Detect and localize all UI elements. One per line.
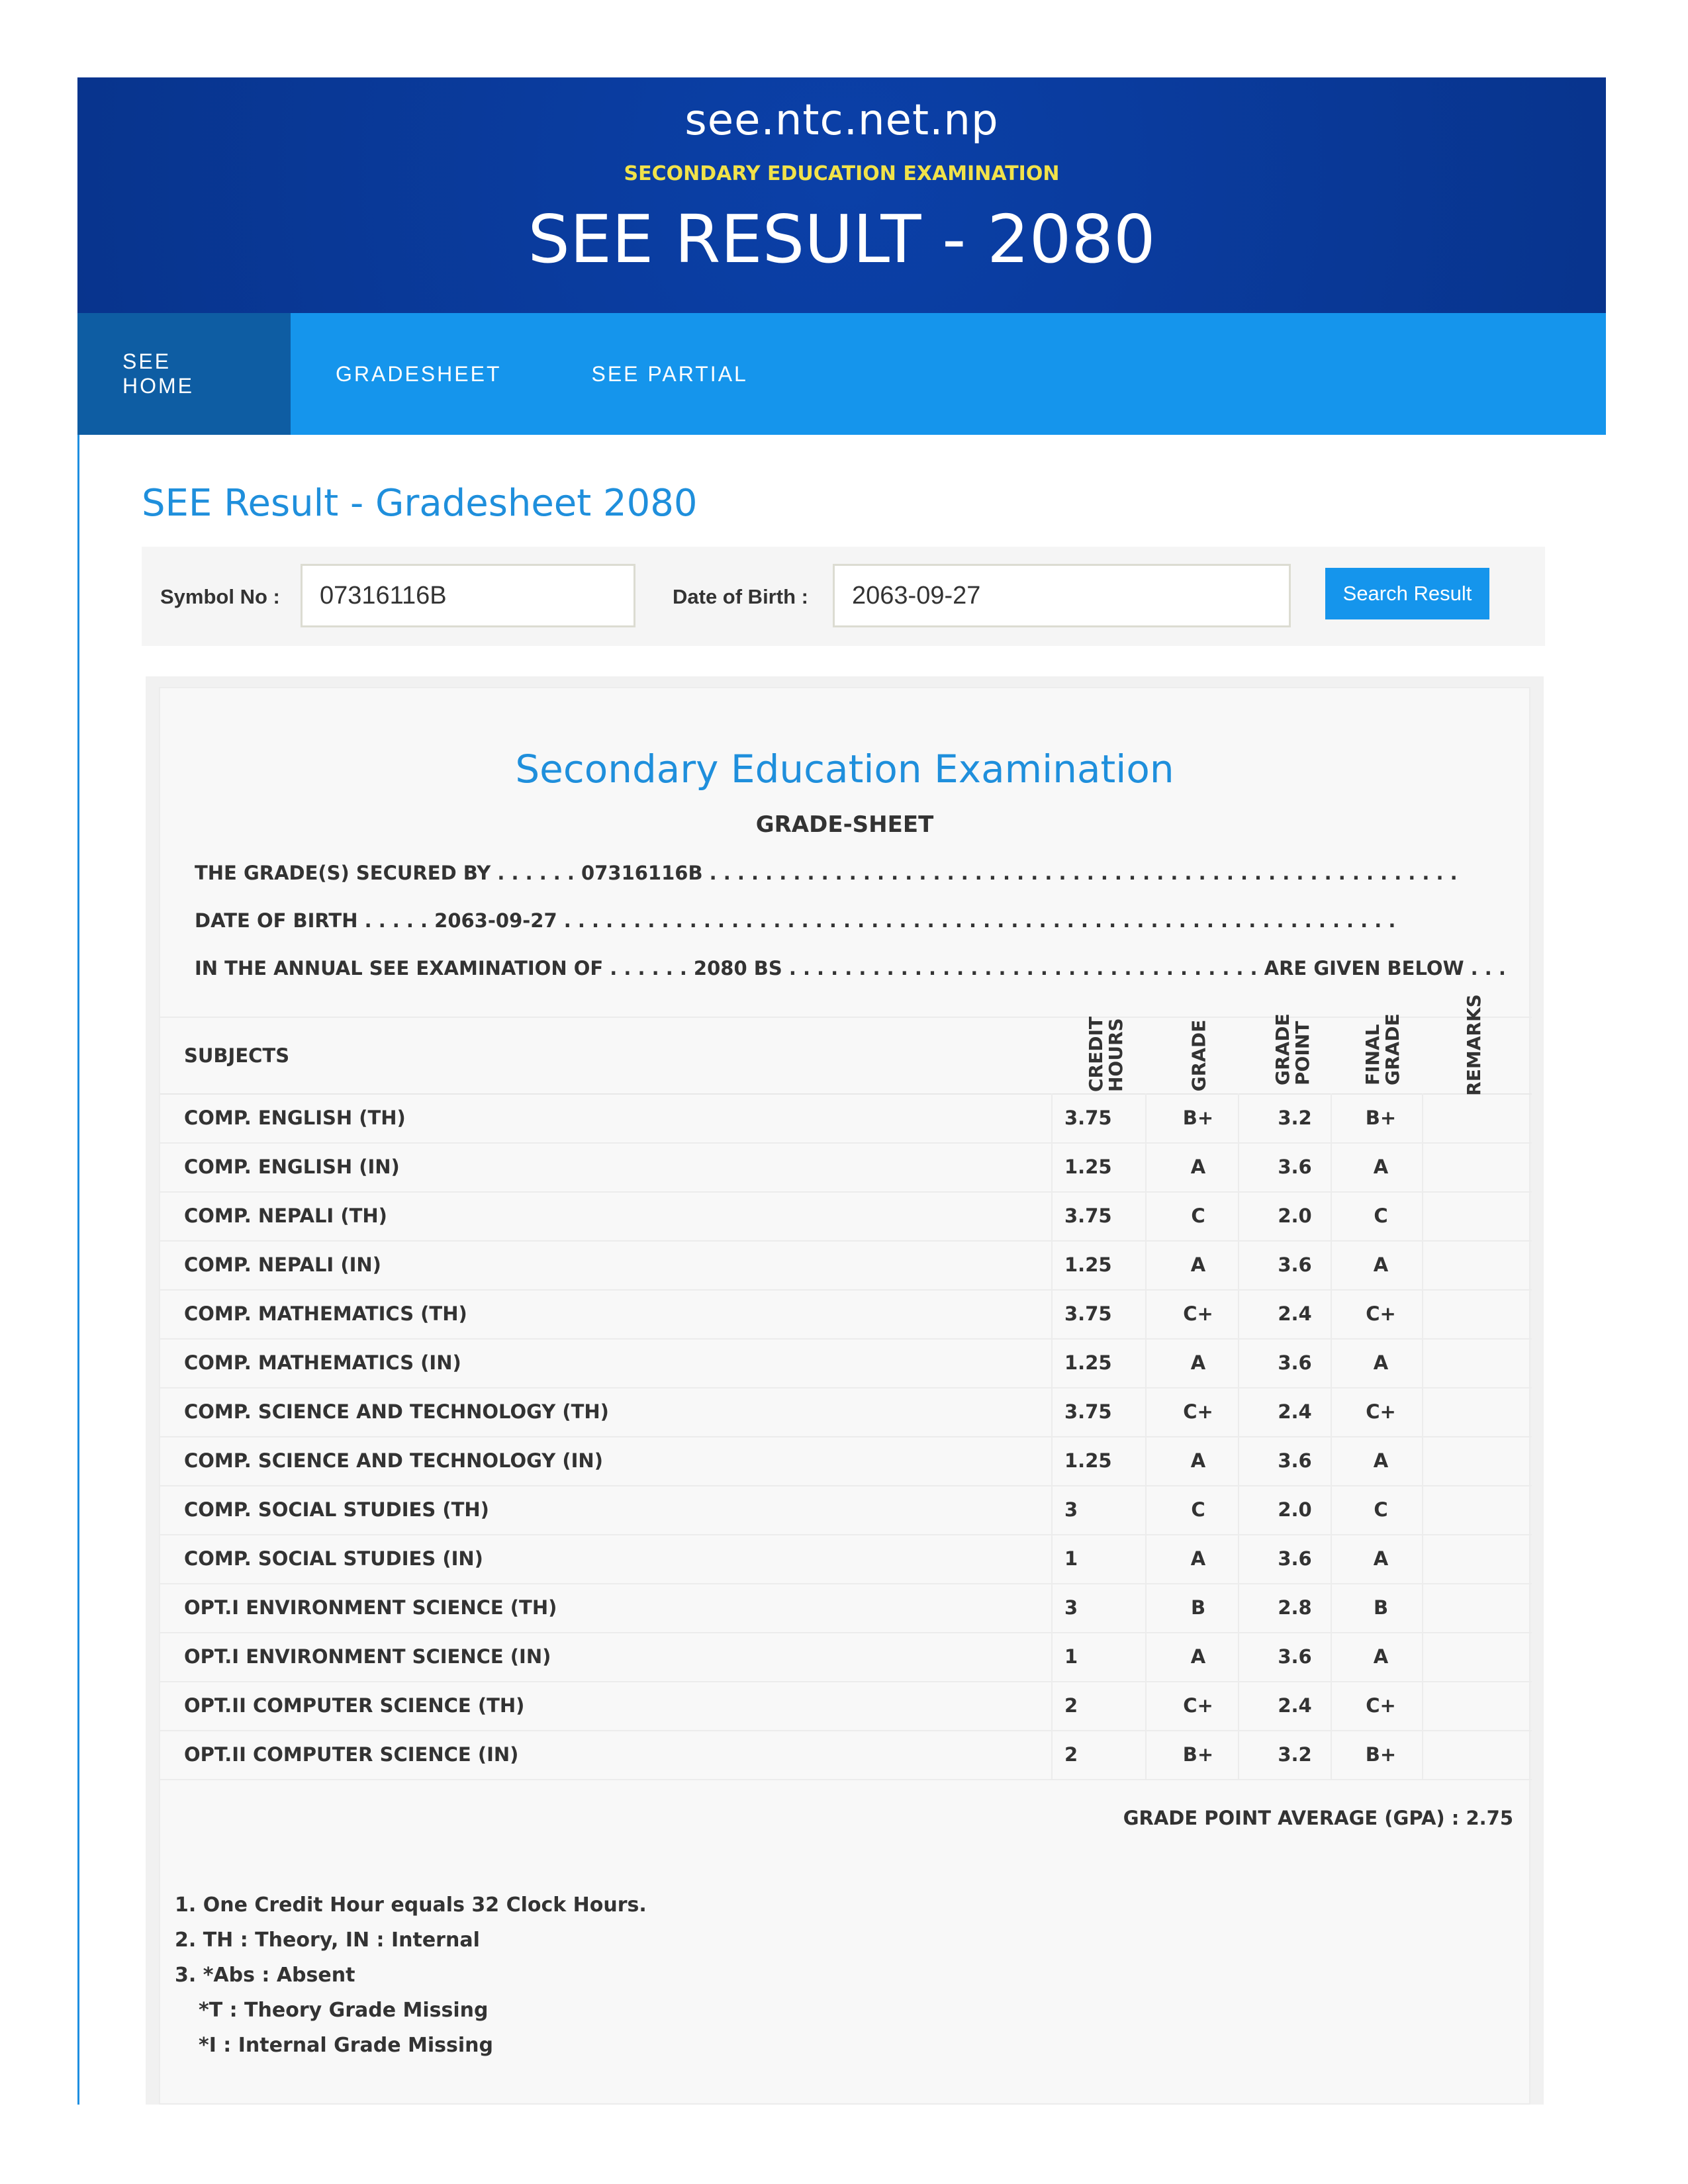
table-header [160,994,1532,1096]
final-grade-cell: A [1373,1156,1389,1178]
subject-cell: COMP. SCIENCE AND TECHNOLOGY (TH) [184,1400,609,1423]
table-row [160,1191,1532,1242]
subject-cell: COMP. SCIENCE AND TECHNOLOGY (IN) [184,1449,603,1472]
grade-point-cell: 2.4 [1278,1694,1312,1717]
col-grade-point: GRADE POINT [1272,1013,1313,1085]
credit-hours-cell: 2 [1064,1743,1078,1766]
nav-bar [77,313,1606,435]
symbol-input[interactable]: 07316116B [301,564,635,627]
col-remarks: REMARKS [1463,994,1485,1096]
col-subjects: SUBJECTS [184,1044,290,1067]
table-row [160,1632,1532,1682]
dob-label: Date of Birth : [673,585,808,608]
grade-cell: C+ [1183,1302,1213,1325]
final-grade-cell: B+ [1365,1743,1397,1766]
grade-cell: A [1190,1253,1206,1276]
secured-by-line: THE GRADE(S) SECURED BY . . . . . . 07316116B . . . . . . . . . . . . . . . . . . . . . . . . . . . . . . . . . . . . . . . . . . . . . . . . . . . . . . [195,862,1458,884]
grade-cell: B [1190,1596,1206,1619]
col-grade: GRADE [1188,1019,1209,1092]
subject-cell: COMP. SOCIAL STUDIES (TH) [184,1498,489,1521]
table-row [160,1583,1532,1633]
credit-hours-cell: 1.25 [1064,1253,1112,1276]
credit-hours-cell: 3.75 [1064,1107,1112,1129]
col-final-grade: FINAL GRADE [1362,1013,1403,1085]
symbol-label: Symbol No : [160,585,280,608]
divider [1331,1093,1332,1779]
grade-cell: A [1190,1547,1206,1570]
header-subtitle: SECONDARY EDUCATION EXAMINATION [624,162,1060,185]
grade-point-cell: 3.6 [1278,1547,1312,1570]
gradesheet-title: GRADE-SHEET [755,811,934,838]
credit-hours-cell: 1 [1064,1645,1078,1668]
credit-hours-cell: 3 [1064,1498,1078,1521]
credit-hours-cell: 1.25 [1064,1351,1112,1374]
divider [1238,1093,1239,1779]
table-row [160,1338,1532,1388]
gradesheet-panel [146,676,1544,2105]
col-credit-hours: CREDIT HOURS [1085,1017,1127,1092]
grade-cell: C [1191,1205,1205,1227]
grade-point-cell: 3.2 [1278,1743,1312,1766]
grade-point-cell: 2.8 [1278,1596,1312,1619]
note-item: *T : Theory Grade Missing [199,1999,489,2022]
subject-cell: COMP. MATHEMATICS (IN) [184,1351,461,1374]
nav-see-home[interactable]: SEE HOME [77,313,291,435]
divider [1422,1093,1423,1779]
subject-cell: COMP. NEPALI (IN) [184,1253,381,1276]
grade-point-cell: 2.0 [1278,1205,1312,1227]
credit-hours-cell: 3.75 [1064,1205,1112,1227]
grade-point-cell: 3.2 [1278,1107,1312,1129]
note-item: 2. TH : Theory, IN : Internal [175,1929,480,1952]
subject-cell: COMP. NEPALI (TH) [184,1205,387,1227]
divider [1145,1093,1147,1779]
grade-point-cell: 3.6 [1278,1253,1312,1276]
grade-point-cell: 2.4 [1278,1302,1312,1325]
table-row [160,1485,1532,1535]
note-item: *I : Internal Grade Missing [199,2034,493,2057]
credit-hours-cell: 1 [1064,1547,1078,1570]
nav-gradesheet[interactable]: GRADESHEET [336,361,502,386]
grade-point-cell: 3.6 [1278,1449,1312,1472]
table-row [160,1534,1532,1584]
table-row [160,1289,1532,1340]
note-item: 1. One Credit Hour equals 32 Clock Hours. [175,1893,647,1917]
grade-cell: C+ [1183,1400,1213,1423]
final-grade-cell: A [1373,1547,1389,1570]
final-grade-cell: A [1373,1253,1389,1276]
grade-cell: A [1190,1156,1206,1178]
gpa-summary: GRADE POINT AVERAGE (GPA) : 2.75 [1123,1807,1513,1829]
search-form [142,547,1545,646]
credit-hours-cell: 3.75 [1064,1302,1112,1325]
table-row [160,1142,1532,1193]
grade-cell: C [1191,1498,1205,1521]
subject-cell: OPT.II COMPUTER SCIENCE (TH) [184,1694,525,1717]
grade-cell: A [1190,1449,1206,1472]
grade-cell: A [1190,1645,1206,1668]
site-domain: see.ntc.net.np [684,96,999,145]
grade-cell: B+ [1182,1743,1214,1766]
search-result-button[interactable]: Search Result [1325,568,1489,619]
table-row [160,1681,1532,1731]
grade-cell: C+ [1183,1694,1213,1717]
note-item: 3. *Abs : Absent [175,1964,355,1987]
grade-cell: B+ [1182,1107,1214,1129]
grade-cell: A [1190,1351,1206,1374]
credit-hours-cell: 1.25 [1064,1156,1112,1178]
notes [175,1888,647,2063]
subject-cell: COMP. ENGLISH (IN) [184,1156,400,1178]
header-title: SEE RESULT - 2080 [528,201,1156,278]
exam-title: Secondary Education Examination [515,747,1174,792]
final-grade-cell: B [1373,1596,1389,1619]
final-grade-cell: C+ [1366,1302,1396,1325]
dob-line: DATE OF BIRTH . . . . . 2063-09-27 . . . . . . . . . . . . . . . . . . . . . . . . . . . . . . . . . . . . . . . . . . . . . . . . . . . . . . . . . . . . [195,909,1396,932]
nav-see-partial[interactable]: SEE PARTIAL [591,361,748,386]
grade-point-cell: 3.6 [1278,1156,1312,1178]
final-grade-cell: A [1373,1449,1389,1472]
subject-cell: OPT.I ENVIRONMENT SCIENCE (TH) [184,1596,557,1619]
gradesheet [159,687,1530,2105]
subject-cell: COMP. SOCIAL STUDIES (IN) [184,1547,483,1570]
site-header [77,77,1606,313]
table-row [160,1240,1532,1291]
subject-cell: OPT.I ENVIRONMENT SCIENCE (IN) [184,1645,551,1668]
final-grade-cell: B+ [1365,1107,1397,1129]
table-row [160,1730,1532,1780]
table-row [160,1436,1532,1486]
grade-point-cell: 3.6 [1278,1645,1312,1668]
page-title: SEE Result - Gradesheet 2080 [142,482,698,525]
exam-line: IN THE ANNUAL SEE EXAMINATION OF . . . . . . 2080 BS . . . . . . . . . . . . . . . . . . . . . . . . . . . . . . . . . . ARE GIVEN BELOW . . . [195,957,1506,979]
credit-hours-cell: 2 [1064,1694,1078,1717]
final-grade-cell: C [1374,1205,1388,1227]
final-grade-cell: A [1373,1351,1389,1374]
grade-point-cell: 2.0 [1278,1498,1312,1521]
final-grade-cell: C+ [1366,1400,1396,1423]
credit-hours-cell: 1.25 [1064,1449,1112,1472]
subject-cell: OPT.II COMPUTER SCIENCE (IN) [184,1743,519,1766]
subject-cell: COMP. ENGLISH (TH) [184,1107,406,1129]
grade-point-cell: 3.6 [1278,1351,1312,1374]
final-grade-cell: A [1373,1645,1389,1668]
table-row [160,1387,1532,1437]
final-grade-cell: C+ [1366,1694,1396,1717]
divider [1051,1093,1053,1779]
dob-input[interactable]: 2063-09-27 [833,564,1291,627]
final-grade-cell: C [1374,1498,1388,1521]
credit-hours-cell: 3 [1064,1596,1078,1619]
table-row [160,1093,1532,1144]
subject-cell: COMP. MATHEMATICS (TH) [184,1302,467,1325]
credit-hours-cell: 3.75 [1064,1400,1112,1423]
grade-point-cell: 2.4 [1278,1400,1312,1423]
